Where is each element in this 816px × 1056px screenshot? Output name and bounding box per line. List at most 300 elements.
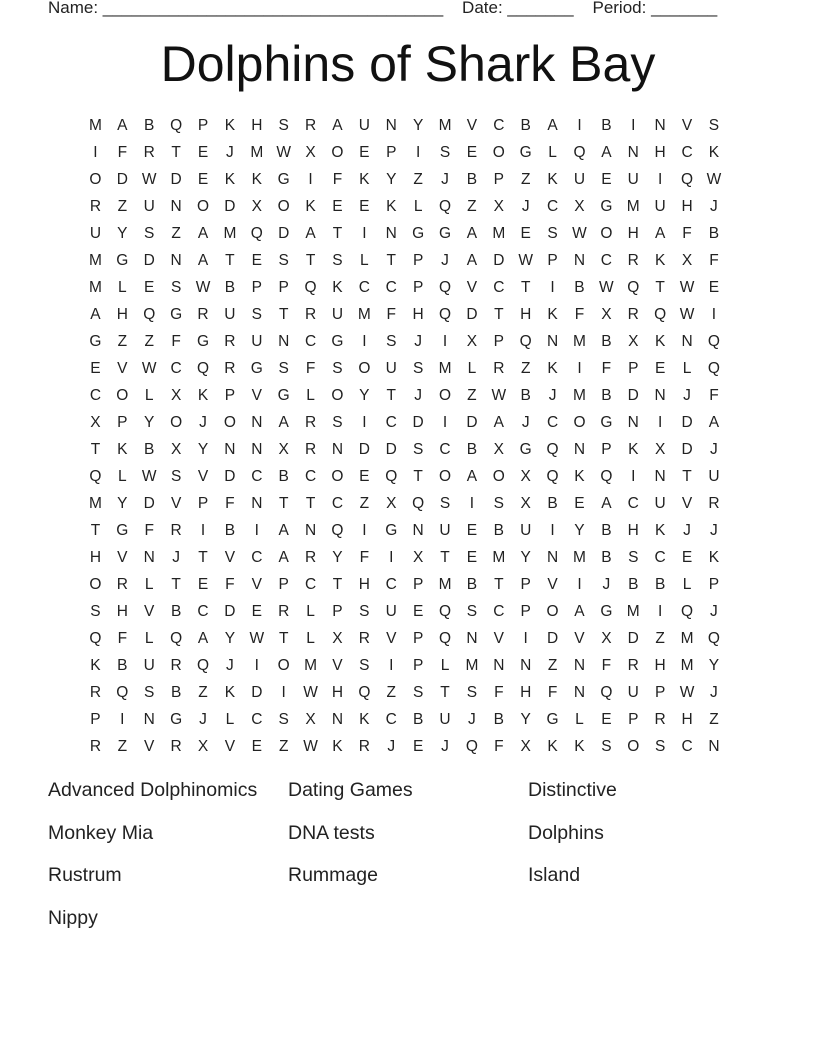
grid-letter: Q <box>438 305 452 323</box>
grid-letter: C <box>304 332 317 350</box>
grid-letter: W <box>141 359 157 377</box>
grid-row <box>82 463 727 490</box>
grid-letter: U <box>627 683 639 701</box>
word-list-item: Rummage <box>288 864 378 886</box>
grid-letter: S <box>412 683 424 701</box>
grid-letter: C <box>493 602 505 620</box>
grid-letter: M <box>573 332 586 350</box>
grid-letter: Q <box>573 143 586 161</box>
grid-letter: V <box>251 575 262 593</box>
grid-letter: T <box>440 683 450 701</box>
grid-letter: M <box>88 116 102 134</box>
grid-letter: W <box>679 278 695 296</box>
grid-letter: J <box>441 251 449 269</box>
grid-letter: F <box>682 224 692 242</box>
grid-letter: E <box>332 197 343 215</box>
grid-letter: B <box>601 521 612 539</box>
grid-letter: H <box>627 224 639 242</box>
grid-letter: J <box>710 521 718 539</box>
grid-letter: W <box>195 278 211 296</box>
grid-letter: N <box>627 413 639 431</box>
grid-letter: W <box>572 224 587 242</box>
grid-letter: M <box>680 629 694 647</box>
grid-letter: F <box>601 359 612 377</box>
grid-letter: H <box>681 197 693 215</box>
grid-letter: S <box>412 359 424 377</box>
grid-letter: T <box>494 575 504 593</box>
grid-letter: E <box>520 224 531 242</box>
grid-letter: R <box>654 710 666 728</box>
grid-letter: Y <box>708 656 720 674</box>
grid-letter: H <box>331 683 344 701</box>
grid-letter: C <box>493 278 505 296</box>
grid-letter: O <box>223 413 236 431</box>
word-list-item: Island <box>528 864 581 886</box>
grid-letter: K <box>547 737 558 755</box>
grid-letter: X <box>332 629 343 647</box>
grid-letter: O <box>492 467 505 485</box>
grid-letter: B <box>547 494 558 512</box>
grid-letter: L <box>225 710 235 728</box>
grid-letter: O <box>600 224 613 242</box>
grid-letter: N <box>251 494 263 512</box>
grid-letter: V <box>251 386 262 404</box>
grid-letter: R <box>493 359 505 377</box>
grid-letter: H <box>654 656 666 674</box>
grid-letter: C <box>89 386 102 404</box>
grid-letter: B <box>170 683 182 701</box>
grid-letter: K <box>359 710 370 728</box>
grid-letter: Q <box>385 467 398 485</box>
grid-letter: Z <box>278 737 289 755</box>
grid-letter: Q <box>89 629 102 647</box>
grid-letter: V <box>386 629 397 647</box>
grid-letter: K <box>547 305 558 323</box>
grid-letter: K <box>332 737 343 755</box>
grid-letter: K <box>359 170 370 188</box>
grid-letter: E <box>359 143 370 161</box>
grid-letter: B <box>628 575 639 593</box>
grid-letter: F <box>225 494 235 512</box>
grid-letter: O <box>170 413 183 431</box>
grid-letter: B <box>601 386 612 404</box>
grid-letter: I <box>362 332 367 350</box>
grid-letter: Q <box>438 602 452 620</box>
grid-letter: Z <box>655 629 665 647</box>
grid-letter: M <box>88 494 102 512</box>
grid-letter: B <box>144 440 155 458</box>
grid-letter: J <box>710 197 718 215</box>
grid-letter: K <box>386 197 397 215</box>
grid-letter: R <box>358 629 370 647</box>
grid-letter: F <box>359 548 370 566</box>
grid-letter: N <box>654 467 666 485</box>
grid-letter: H <box>681 710 693 728</box>
grid-letter: E <box>251 602 262 620</box>
grid-letter: J <box>199 413 207 431</box>
grid-letter: W <box>706 170 722 188</box>
grid-letter: E <box>708 278 720 296</box>
grid-letter: B <box>117 656 128 674</box>
grid-letter: M <box>438 116 452 134</box>
grid-letter: I <box>442 332 448 350</box>
grid-letter: D <box>278 224 290 242</box>
grid-letter: N <box>546 548 559 566</box>
grid-letter: R <box>89 683 102 701</box>
grid-letter: S <box>278 116 289 134</box>
grid-letter: J <box>710 602 718 620</box>
grid-letter: I <box>577 116 582 134</box>
grid-letter: I <box>577 575 582 593</box>
grid-letter: I <box>362 521 367 539</box>
grid-letter: M <box>492 548 506 566</box>
grid-letter: T <box>90 440 101 458</box>
grid-letter: M <box>492 224 506 242</box>
word-list-item: DNA tests <box>288 821 375 844</box>
grid-letter: R <box>627 656 639 674</box>
grid-letter: T <box>90 521 101 539</box>
grid-letter: X <box>90 413 101 431</box>
grid-letter: V <box>197 467 209 485</box>
grid-letter: S <box>359 602 370 620</box>
grid-letter: N <box>331 710 344 728</box>
grid-letter: N <box>708 737 720 755</box>
grid-letter: P <box>278 278 289 296</box>
grid-letter: F <box>574 305 585 323</box>
grid-letter: L <box>144 575 154 593</box>
grid-letter: K <box>708 143 720 161</box>
grid-letter: B <box>412 710 424 728</box>
grid-letter: C <box>654 548 666 566</box>
grid-letter: K <box>574 737 585 755</box>
grid-letter: W <box>141 170 157 188</box>
grid-letter: C <box>170 359 182 377</box>
grid-letter: S <box>654 737 666 755</box>
grid-letter: G <box>412 224 425 242</box>
grid-letter: J <box>387 737 396 755</box>
grid-letter: V <box>332 656 343 674</box>
grid-letter: X <box>412 548 424 566</box>
grid-letter: B <box>520 116 531 134</box>
grid-letter: S <box>144 683 155 701</box>
grid-letter: R <box>708 494 720 512</box>
grid-letter: Y <box>197 440 209 458</box>
grid-letter: P <box>412 656 424 674</box>
grid-letter: M <box>626 602 640 620</box>
grid-letter: G <box>116 251 129 269</box>
grid-letter: T <box>171 575 181 593</box>
grid-letter: V <box>466 116 478 134</box>
grid-letter: M <box>680 656 694 674</box>
grid-letter: D <box>224 602 236 620</box>
grid-letter: L <box>360 251 369 269</box>
grid-letter: N <box>278 332 290 350</box>
grid-letter: Y <box>520 710 531 728</box>
grid-letter: I <box>415 143 421 161</box>
grid-letter: Q <box>654 305 667 323</box>
grid-letter: N <box>412 521 424 539</box>
grid-letter: I <box>711 305 717 323</box>
grid-letter: R <box>170 656 182 674</box>
grid-letter: S <box>601 737 612 755</box>
grid-letter: R <box>304 116 317 134</box>
grid-letter: W <box>303 737 318 755</box>
grid-letter: A <box>197 629 209 647</box>
grid-letter: X <box>386 494 397 512</box>
grid-letter: R <box>224 332 236 350</box>
grid-letter: O <box>492 143 505 161</box>
grid-letter: E <box>359 197 370 215</box>
grid-letter: Q <box>438 278 452 296</box>
grid-letter: K <box>654 521 666 539</box>
grid-letter: V <box>466 278 478 296</box>
grid-letter: U <box>89 224 102 242</box>
grid-letter: Q <box>143 305 156 323</box>
grid-letter: A <box>332 116 343 134</box>
grid-letter: Z <box>359 494 370 512</box>
grid-letter: Z <box>386 683 396 701</box>
grid-letter: U <box>358 116 370 134</box>
grid-letter: S <box>144 224 155 242</box>
grid-letter: I <box>254 656 259 674</box>
grid-letter: V <box>493 629 504 647</box>
grid-letter: R <box>304 413 317 431</box>
grid-letter: K <box>574 467 585 485</box>
grid-letter: I <box>254 521 259 539</box>
grid-letter: M <box>88 278 102 296</box>
grid-letter: Q <box>250 224 263 242</box>
grid-letter: S <box>466 683 478 701</box>
grid-letter: B <box>466 170 478 188</box>
grid-letter: P <box>90 710 101 728</box>
grid-letter: G <box>519 143 532 161</box>
grid-letter: A <box>466 224 478 242</box>
grid-letter: S <box>278 710 289 728</box>
grid-letter: R <box>304 440 317 458</box>
grid-letter: V <box>170 494 182 512</box>
grid-letter: C <box>600 251 612 269</box>
grid-letter: X <box>305 710 316 728</box>
grid-letter: G <box>331 332 344 350</box>
grid-letter: A <box>117 116 128 134</box>
grid-letter: C <box>304 575 317 593</box>
grid-letter: C <box>681 143 693 161</box>
grid-letter: U <box>143 197 155 215</box>
grid-letter: X <box>520 494 531 512</box>
grid-letter: U <box>439 710 451 728</box>
grid-letter: G <box>600 602 613 620</box>
grid-letter: Q <box>600 467 613 485</box>
grid-letter: Q <box>707 359 720 377</box>
grid-letter: I <box>657 413 663 431</box>
grid-letter: A <box>574 602 585 620</box>
grid-letter: D <box>358 440 370 458</box>
grid-letter: A <box>197 251 209 269</box>
grid-letter: U <box>439 521 451 539</box>
grid-letter: F <box>225 575 235 593</box>
grid-letter: P <box>117 413 128 431</box>
grid-letter: J <box>602 575 611 593</box>
grid-letter: X <box>170 386 182 404</box>
grid-letter: R <box>304 548 317 566</box>
grid-letter: Q <box>627 278 640 296</box>
grid-letter: S <box>332 251 343 269</box>
grid-letter: Z <box>171 224 181 242</box>
grid-letter: R <box>197 305 209 323</box>
grid-letter: I <box>200 521 206 539</box>
grid-letter: I <box>362 413 367 431</box>
grid-letter: E <box>681 548 693 566</box>
grid-letter: Q <box>681 602 694 620</box>
grid-letter: N <box>654 386 666 404</box>
grid-row <box>82 382 727 409</box>
grid-letter: Q <box>196 359 210 377</box>
grid-letter: Q <box>116 683 129 701</box>
grid-letter: Z <box>144 332 154 350</box>
grid-letter: X <box>278 440 289 458</box>
grid-letter: E <box>197 143 209 161</box>
grid-letter: J <box>710 440 718 458</box>
grid-letter: O <box>546 602 559 620</box>
grid-letter: P <box>386 143 397 161</box>
grid-letter: F <box>494 683 504 701</box>
grid-letter: A <box>466 467 478 485</box>
grid-letter: Q <box>600 683 613 701</box>
grid-letter: E <box>197 575 209 593</box>
grid-letter: V <box>224 548 236 566</box>
grid-letter: S <box>278 359 289 377</box>
grid-letter: U <box>251 332 263 350</box>
grid-letter: G <box>519 440 532 458</box>
grid-letter: W <box>518 251 534 269</box>
grid-row <box>82 544 727 571</box>
grid-letter: P <box>628 359 639 377</box>
grid-letter: D <box>385 440 397 458</box>
grid-letter: C <box>358 278 370 296</box>
grid-letter: D <box>627 629 639 647</box>
grid-letter: I <box>657 602 663 620</box>
grid-letter: Y <box>117 224 128 242</box>
grid-letter: Q <box>170 116 183 134</box>
grid-letter: U <box>654 197 666 215</box>
grid-letter: U <box>627 170 639 188</box>
grid-letter: A <box>601 143 612 161</box>
grid-letter: S <box>439 143 451 161</box>
grid-letter: E <box>601 710 612 728</box>
grid-letter: M <box>465 656 479 674</box>
grid-letter: G <box>546 710 559 728</box>
grid-letter: P <box>224 386 236 404</box>
grid-letter: R <box>170 521 182 539</box>
grid-letter: D <box>143 494 155 512</box>
grid-letter: N <box>251 440 263 458</box>
grid-letter: E <box>466 521 478 539</box>
grid-letter: S <box>628 548 639 566</box>
grid-letter: A <box>466 251 478 269</box>
grid-letter: Q <box>681 170 694 188</box>
grid-letter: E <box>466 548 478 566</box>
grid-letter: W <box>276 143 291 161</box>
grid-row <box>82 706 727 733</box>
grid-letter: H <box>654 143 666 161</box>
word-list-item: Distinctive <box>528 779 617 801</box>
grid-letter: E <box>412 737 424 755</box>
grid-letter: N <box>385 116 397 134</box>
grid-letter: C <box>546 413 559 431</box>
word-list-item: Dolphins <box>528 821 604 844</box>
grid-row <box>82 301 727 328</box>
grid-letter: E <box>144 278 155 296</box>
grid-letter: J <box>468 710 476 728</box>
grid-letter: A <box>197 224 209 242</box>
grid-letter: H <box>627 521 639 539</box>
grid-letter: T <box>655 278 665 296</box>
grid-letter: Z <box>117 737 128 755</box>
grid-letter: I <box>308 170 313 188</box>
grid-letter: T <box>278 629 289 647</box>
grid-letter: I <box>120 710 125 728</box>
grid-letter: L <box>306 386 315 404</box>
grid-letter: Q <box>519 332 532 350</box>
grid-letter: K <box>654 332 666 350</box>
grid-letter: Q <box>196 656 210 674</box>
grid-letter: X <box>601 629 612 647</box>
grid-letter: Q <box>304 278 317 296</box>
grid-letter: A <box>278 413 289 431</box>
grid-letter: K <box>305 197 316 215</box>
grid-letter: N <box>385 224 397 242</box>
grid-letter: S <box>386 332 397 350</box>
grid-letter: D <box>143 251 155 269</box>
grid-letter: P <box>520 602 531 620</box>
grid-letter: X <box>681 251 693 269</box>
grid-letter: H <box>358 575 370 593</box>
grid-letter: V <box>117 359 128 377</box>
word-list-item: Rustrum <box>48 864 122 886</box>
grid-letter: O <box>331 386 344 404</box>
grid-letter: B <box>493 521 504 539</box>
grid-letter: N <box>466 629 478 647</box>
grid-letter: W <box>303 683 318 701</box>
grid-letter: T <box>386 251 396 269</box>
grid-row <box>82 490 727 517</box>
grid-letter: T <box>520 278 531 296</box>
grid-letter: Q <box>438 629 452 647</box>
grid-letter: L <box>413 197 423 215</box>
grid-letter: I <box>362 224 367 242</box>
grid-letter: M <box>438 359 452 377</box>
grid-letter: E <box>251 251 262 269</box>
grid-row <box>82 733 727 760</box>
grid-letter: C <box>627 494 639 512</box>
grid-letter: F <box>386 305 396 323</box>
grid-letter: E <box>90 359 101 377</box>
grid-letter: Z <box>520 359 531 377</box>
grid-row <box>82 598 727 625</box>
grid-letter: P <box>278 575 289 593</box>
grid-letter: N <box>170 251 182 269</box>
grid-letter: X <box>628 332 639 350</box>
grid-letter: B <box>601 548 612 566</box>
grid-letter: J <box>548 386 557 404</box>
grid-letter: S <box>170 278 182 296</box>
grid-letter: X <box>601 305 612 323</box>
grid-letter: Q <box>546 440 559 458</box>
grid-letter: I <box>389 656 394 674</box>
grid-letter: N <box>520 656 532 674</box>
grid-letter: I <box>550 278 555 296</box>
grid-letter: Y <box>117 494 128 512</box>
